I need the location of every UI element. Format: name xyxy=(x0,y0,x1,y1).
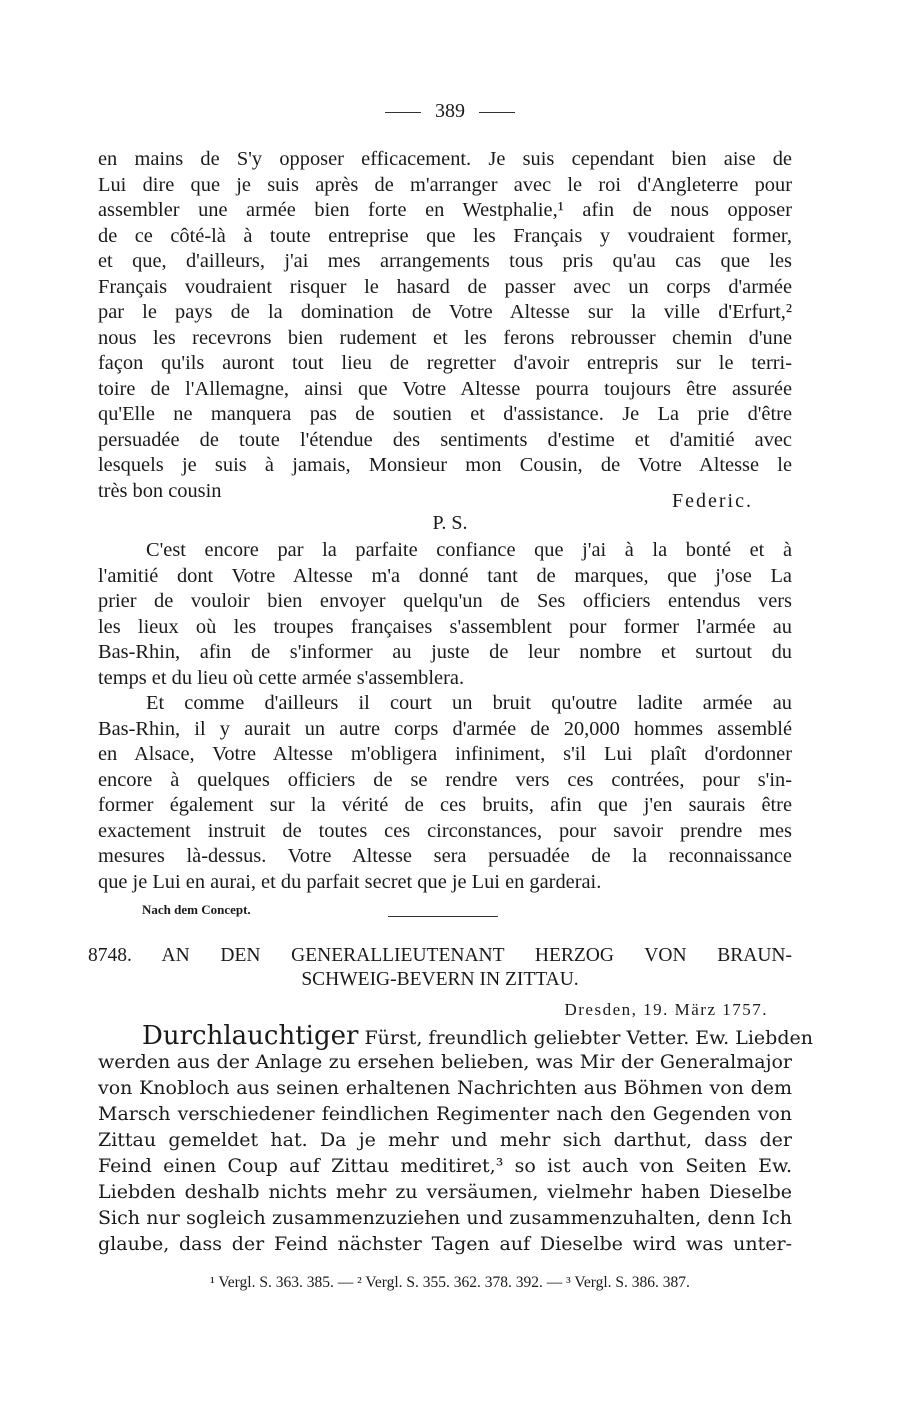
ps-line: Bas-Rhin, il y aurait un autre corps d'armée de 20,000 hommes assemblé xyxy=(98,717,792,740)
ps-line: mesures là-dessus. Votre Altesse sera persuadée de la reconnaissance xyxy=(98,845,792,867)
german-line: von Knobloch aus seinen erhaltenen Nachrichten aus Böhmen von dem xyxy=(98,1077,792,1099)
letter-line: Lui dire que je suis après de m'arranger avec le roi d'Angleterre pour xyxy=(98,173,792,196)
page-header xyxy=(0,100,900,123)
german-line: Zittau gemeldet hat. Da je mehr und mehr sich darthut, dass der xyxy=(98,1129,792,1151)
ps-line: Et comme d'ailleurs il court un bruit qu'outre ladite armée au xyxy=(146,692,792,714)
ps-line: exactement instruit de toutes ces circonstances, pour savoir prendre mes xyxy=(98,819,792,842)
letter-line: qu'Elle ne manquera pas de soutien et d'assistance. Je La prie d'être xyxy=(98,403,792,425)
dateline: Dresden, 19. März 1757. xyxy=(564,1000,768,1019)
german-line xyxy=(142,1021,813,1052)
ps-title: P. S. xyxy=(432,512,468,534)
letter-line: très bon cousin xyxy=(98,479,222,502)
ps-line: que je Lui en aurai, et du parfait secret que je Lui en garderai. xyxy=(98,870,602,893)
header-dash-right xyxy=(479,112,515,113)
german-line: Sich nur sogleich zusammenzuziehen und zusammenzuhalten, denn Ich xyxy=(98,1207,792,1229)
ps-line: Bas-Rhin, afin de s'informer au juste de leur nombre et surtout du xyxy=(98,641,792,663)
ps-line: prier de vouloir bien envoyer quelqu'un de Ses officiers entendus vers xyxy=(98,590,792,612)
letter-line: façon qu'ils auront tout lieu de regretter d'avoir entrepris sur le terri- xyxy=(98,352,792,374)
german-first-word: Durchlauchtiger xyxy=(142,1021,359,1051)
document-heading-line1: 8748. AN DEN GENERALLIEUTENANT HERZOG VON BRAUN- xyxy=(88,945,792,966)
header-dash-left xyxy=(385,112,421,113)
page-number: 389 xyxy=(435,100,465,122)
german-line: werden aus der Anlage zu ersehen belieben, was Mir der Generalmajor xyxy=(98,1051,792,1073)
letter-line: et que, d'ailleurs, j'ai mes arrangements tous pris qu'au cas que les xyxy=(98,250,792,272)
letter-line: par le pays de la domination de Votre Altesse sur la ville d'Erfurt,² xyxy=(98,301,792,323)
signature: Federic. xyxy=(672,490,753,512)
german-line-rest: Fürst, freundlich geliebter Vetter. Ew. Liebden xyxy=(364,1027,813,1049)
ps-line: l'amitié dont Votre Altesse m'a donné tant de marques, que j'ose La xyxy=(98,564,792,587)
letter-line: persuadée de toute l'étendue des sentiments d'estime et d'amitié avec xyxy=(98,428,792,451)
ps-line: les lieux où les troupes françaises s'assemblent pour former l'armée au xyxy=(98,615,792,638)
document-heading-line2: SCHWEIG-BEVERN IN ZITTAU. xyxy=(301,969,579,990)
footnotes: ¹ Vergl. S. 363. 385. — ² Vergl. S. 355. 362. 378. 392. — ³ Vergl. S. 386. 387. xyxy=(210,1274,690,1291)
letter-line: Français voudraient risquer le hasard de passer avec un corps d'armée xyxy=(98,275,792,298)
ps-line: en Alsace, Votre Altesse m'obligera infiniment, s'il Lui plaît d'ordonner xyxy=(98,743,792,765)
german-line: Marsch verschiedener feindlichen Regimenter nach den Gegenden von xyxy=(98,1103,792,1125)
ps-line: former également sur la vérité de ces bruits, afin que j'en saurais être xyxy=(98,794,792,816)
ps-line: encore à quelques officiers de se rendre vers ces contrées, pour s'in- xyxy=(98,768,792,791)
ps-line: temps et du lieu où cette armée s'assemblera. xyxy=(98,666,465,689)
letter-line: de ce côté-là à toute entreprise que les Français y voudraient former, xyxy=(98,224,792,247)
letter-line: en mains de S'y opposer efficacement. Je suis cependant bien aise de xyxy=(98,148,792,170)
letter-line: nous les recevrons bien rudement et les ferons rebrousser chemin d'une xyxy=(98,326,792,349)
german-line: Feind einen Coup auf Zittau meditiret,³ so ist auch von Seiten Ew. xyxy=(98,1155,792,1177)
ps-line: C'est encore par la parfaite confiance que j'ai à la bonté et à xyxy=(146,539,792,561)
german-line: glaube, dass der Feind nächster Tagen auf Dieselbe wird was unter- xyxy=(98,1233,792,1255)
section-divider xyxy=(388,916,498,917)
german-line: Liebden deshalb nichts mehr zu versäumen, vielmehr haben Dieselbe xyxy=(98,1181,792,1203)
source-note: Nach dem Concept. xyxy=(142,902,251,917)
letter-line: toire de l'Allemagne, ainsi que Votre Altesse pourra toujours être assurée xyxy=(98,377,792,400)
letter-line: assembler une armée bien forte en Westphalie,¹ afin de nous opposer xyxy=(98,199,792,221)
letter-line: lesquels je suis à jamais, Monsieur mon Cousin, de Votre Altesse le xyxy=(98,454,792,476)
